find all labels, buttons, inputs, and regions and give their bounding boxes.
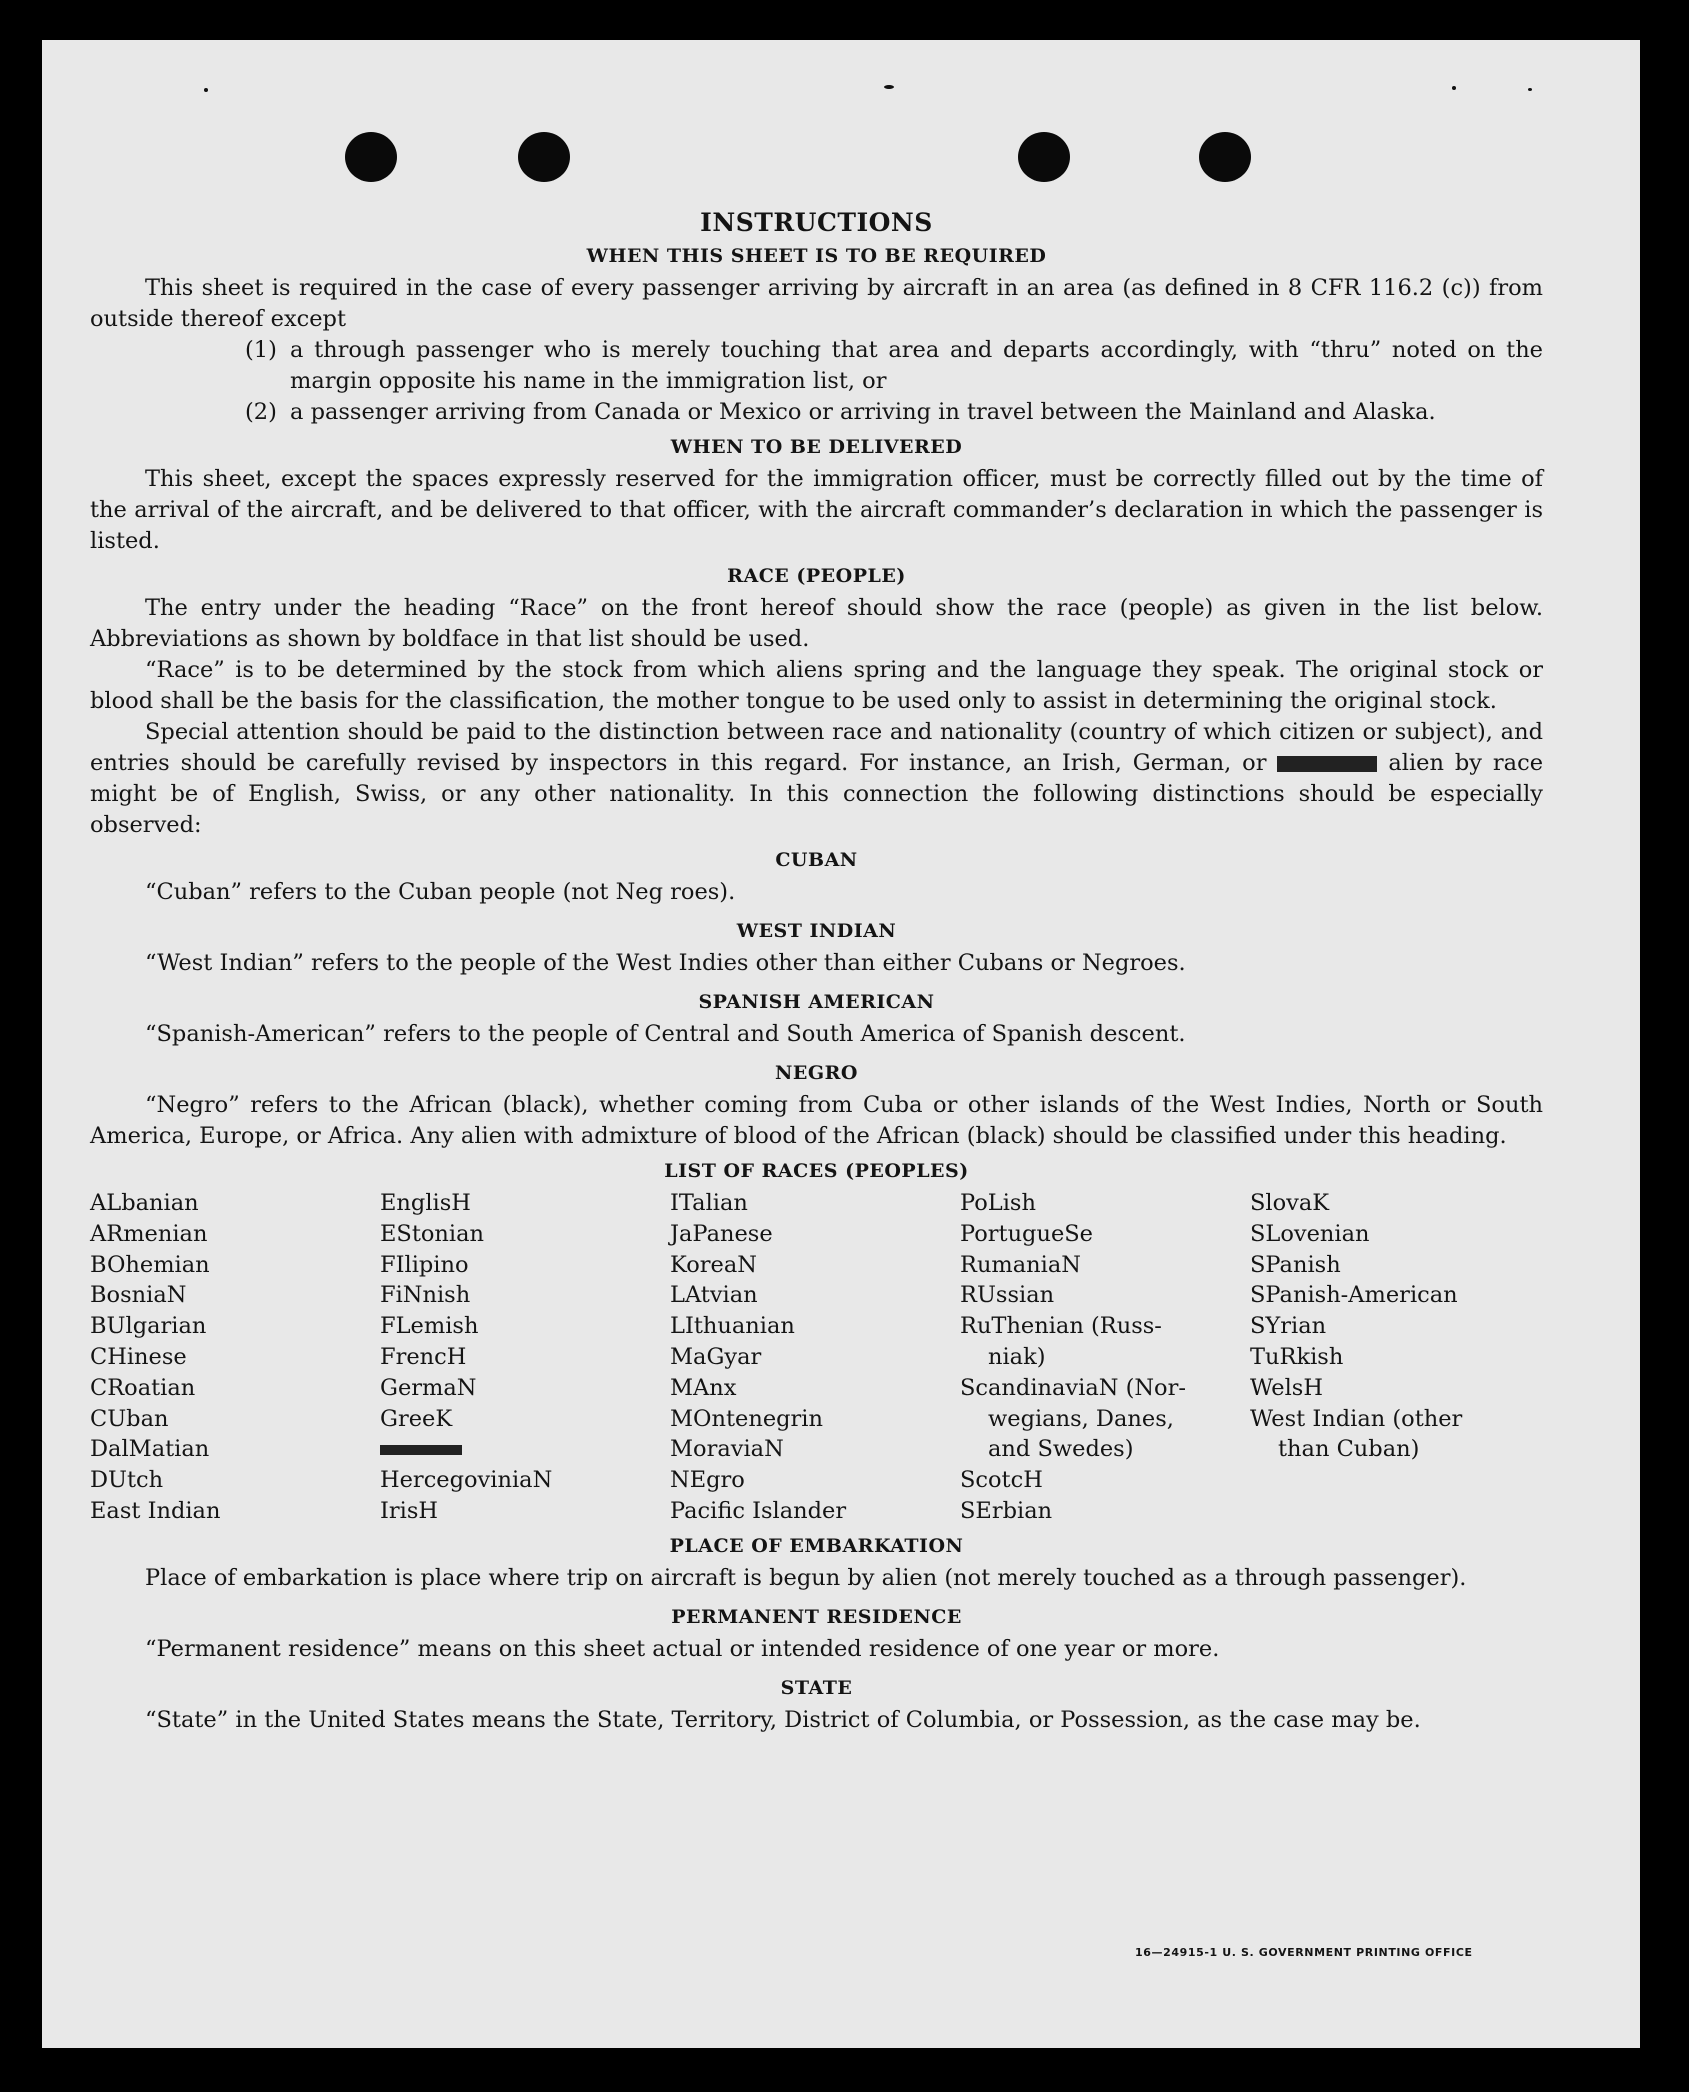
race-item: SErbian [960,1497,1053,1524]
race-item: RuThenian (Russ- [960,1313,1162,1340]
race-item: FIlipino [380,1251,469,1278]
race-item-continuation: wegians, Danes, [988,1405,1174,1432]
race-item: JaPanese [670,1220,773,1247]
races-column-5 [1250,1188,1540,1527]
race-item: HercegoviniaN [380,1467,553,1494]
state-text: “State” in the United States means the State, Territory, District of Columbia, or Possession, as the case may be. [145,1706,1421,1733]
races-column-2 [380,1188,670,1527]
race-item: ARmenian [90,1220,208,1247]
section-heading-delivered: WHEN TO BE DELIVERED [670,436,963,458]
race-item-continuation: than Cuban) [1278,1436,1420,1463]
punch-hole [1199,132,1251,182]
cuban-text: “Cuban” refers to the Cuban people (not Neg roes). [145,879,736,905]
race-item: SYrian [1250,1313,1327,1340]
section-heading-state: STATE [780,1676,853,1699]
race-item: DUtch [90,1467,164,1494]
race-item: WelsH [1250,1374,1323,1401]
exception-text: a passenger arriving from Canada or Mexico or arriving in travel between the Mainland and Alaska. [290,399,1436,425]
race-paragraph-2: “Race” is to be determined by the stock from which aliens spring and the language they speak. The original stock or blood shall be the basis for the classification, the mother tongue to be used only to assist in determining the original stock. [90,657,1543,714]
negro-text: “Negro” refers to the African (black), whether coming from Cuba or other islands of the West Indies, North or South America, Europe, or Africa. Any alien with admixture of blood of the African (black) should be classified under this heading. [90,1092,1543,1149]
redaction-mark [380,1445,462,1455]
race-item-redacted [380,1434,670,1465]
race-item: PoLish [960,1190,1036,1216]
race-item: GermaN [380,1374,477,1401]
page-title: INSTRUCTIONS [700,208,933,237]
race-item-continuation: and Swedes) [988,1436,1134,1463]
printer-imprint: 16—24915-1 U. S. GOVERNMENT PRINTING OFFICE [1135,1946,1473,1959]
race-item: FrencH [380,1343,467,1370]
redaction-mark [1277,756,1377,772]
scan-speck [204,88,208,92]
races-column-3 [670,1188,960,1527]
race-item: SPanish-American [1250,1282,1458,1309]
race-item: TuRkish [1250,1343,1344,1370]
race-item: SPanish [1250,1251,1341,1278]
exception-number: (1) [245,337,277,363]
race-item: Pacific Islander [670,1497,847,1524]
race-paragraph-1: The entry under the heading “Race” on the front hereof should show the race (people) as given in the list below. Abbreviations as shown by boldface in that list should be used. [90,595,1543,652]
race-item: CRoatian [90,1374,196,1401]
race-item: MOntenegrin [670,1405,823,1432]
west-indian-text: “West Indian” refers to the people of the West Indies other than either Cubans or Negroes. [145,950,1186,976]
embarkation-text: Place of embarkation is place where trip on aircraft is begun by alien (not merely touched as a through passenger). [145,1564,1467,1591]
race-item: KoreaN [670,1251,757,1278]
punch-hole [518,132,570,182]
section-heading-embarkation: PLACE OF EMBARKATION [669,1534,964,1557]
scan-speck [884,85,894,89]
race-item: RumaniaN [960,1251,1081,1278]
section-heading-cuban: CUBAN [775,849,858,871]
instructions-text [90,208,1543,1736]
section-heading-west-indian: WEST INDIAN [736,920,897,942]
section-heading-race: RACE (PEOPLE) [727,565,906,587]
race-item: ScotcH [960,1467,1043,1494]
race-item: FiNnish [380,1282,471,1309]
residence-text: “Permanent residence” means on this sheet actual or intended residence of one year or more. [145,1635,1220,1662]
race-item: SLovenian [1250,1220,1370,1247]
race-item: MAnx [670,1374,737,1401]
exception-item-2 [90,397,1543,428]
race-item: LIthuanian [670,1313,795,1340]
race-item: ITalian [670,1190,748,1216]
race-item: EnglisH [380,1190,471,1216]
race-item: LAtvian [670,1282,758,1309]
race-item: MoraviaN [670,1436,784,1463]
delivered-text: This sheet, except the spaces expressly reserved for the immigration officer, must be correctly filled out by the time of the arrival of the aircraft, and be delivered to that officer, with the aircraft commander’s declaration in which the passenger is listed. [90,466,1543,554]
scan-speck [1528,88,1532,91]
section-heading-spanish-american: SPANISH AMERICAN [698,991,935,1013]
race-paragraph-3 [90,717,1543,841]
race-paragraph-3-start: Special attention should be paid to the distinction between race and nationality (country of which citizen or subject), and entries should be carefully revised by inspectors in this regard. For instance, an Irish, German, or [90,719,1543,776]
exception-item-1 [90,335,1543,397]
race-item: IrisH [380,1497,439,1524]
punch-hole [345,132,397,182]
section-heading-required: WHEN THIS SHEET IS TO BE REQUIRED [586,245,1047,267]
race-paragraph-3-end: alien by race might be of English, Swiss, or any other nationality. In this connection the following distinctions should be especially observed: [90,750,1544,838]
race-item: ScandinaviaN (Nor- [960,1374,1186,1401]
race-item: PortugueSe [960,1220,1094,1247]
race-item: NEgro [670,1467,745,1494]
races-list [90,1188,1543,1527]
exception-number: (2) [245,399,277,425]
race-item: BosniaN [90,1282,187,1309]
race-item: SlovaK [1250,1190,1330,1216]
race-item: ALbanian [90,1190,199,1216]
section-heading-list-of-races: LIST OF RACES (PEOPLES) [664,1160,969,1182]
race-item: CHinese [90,1343,187,1370]
race-item: EStonian [380,1220,485,1247]
race-item-continuation: niak) [988,1343,1046,1370]
race-item: MaGyar [670,1343,762,1370]
race-item: FLemish [380,1313,479,1340]
race-item: GreeK [380,1405,453,1432]
races-column-1 [90,1188,380,1527]
punch-hole [1018,132,1070,182]
race-item: RUssian [960,1282,1055,1309]
section-heading-negro: NEGRO [775,1062,858,1084]
spanish-american-text: “Spanish-American” refers to the people of Central and South America of Spanish descent. [145,1021,1186,1047]
required-intro: This sheet is required in the case of every passenger arriving by aircraft in an area (as defined in 8 CFR 116.2 (c)) from outside thereof except [90,275,1543,332]
section-heading-residence: PERMANENT RESIDENCE [671,1605,962,1628]
races-column-4 [960,1188,1250,1527]
race-item: West Indian (other [1250,1405,1463,1432]
race-item: CUban [90,1405,169,1432]
scan-speck [1452,86,1456,90]
race-item: DalMatian [90,1436,210,1463]
race-item: BUlgarian [90,1313,207,1340]
race-item: BOhemian [90,1251,210,1278]
race-item: East Indian [90,1497,221,1524]
document-page [42,40,1640,2048]
exception-text: a through passenger who is merely touching that area and departs accordingly, with “thru” noted on the margin opposite his name in the immigration list, or [290,337,1543,394]
